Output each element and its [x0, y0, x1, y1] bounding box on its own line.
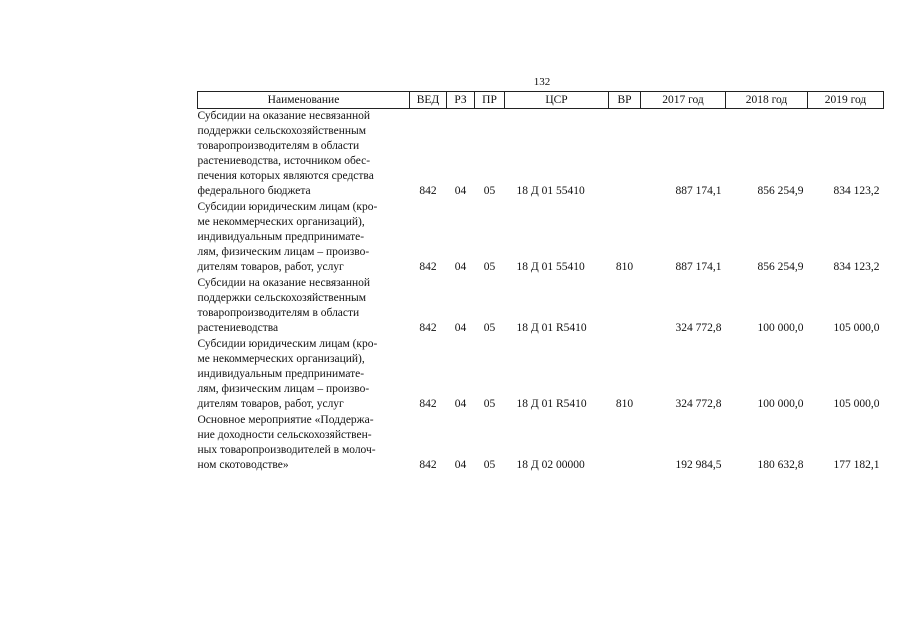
row-name-line: Основное мероприятие «Поддержа- — [197, 414, 374, 426]
ved-cell: 842 — [419, 261, 437, 273]
row-name-line: дителям товаров, работ, услуг — [197, 398, 344, 410]
vr-cell — [609, 276, 641, 337]
amount-2017-cell: 324 772,8 — [675, 322, 722, 334]
ved-cell: 842 — [419, 398, 437, 410]
row-name-line: Субсидии юридическим лицам (кро- — [197, 338, 378, 350]
header-2017: 2017 год — [641, 92, 726, 109]
row-name-cell — [198, 276, 410, 337]
row-name-line: печения которых являются средства — [197, 170, 374, 182]
pr-cell: 05 — [483, 261, 496, 273]
row-name-line: ном скотоводстве» — [197, 459, 289, 471]
header-pr: ПР — [475, 92, 505, 109]
amount-2017-cell: 887 174,1 — [675, 261, 722, 273]
row-name-line: ных товаропроизводителей в молоч- — [197, 444, 376, 456]
vr-cell: 810 — [615, 398, 634, 410]
vr-cell: 810 — [615, 261, 634, 273]
row-name-line: ме некоммерческих организаций), — [197, 353, 365, 365]
pr-cell: 05 — [483, 459, 496, 471]
header-csr: ЦСР — [505, 92, 609, 109]
row-name-cell — [198, 200, 410, 276]
row-name-line: индивидуальным предпринимате- — [197, 368, 365, 380]
row-name-line: Субсидии юридическим лицам (кро- — [197, 201, 378, 213]
header-vr: ВР — [609, 92, 641, 109]
table-row — [198, 200, 884, 276]
header-ved: ВЕД — [410, 92, 447, 109]
table-row — [198, 109, 884, 201]
csr-cell: 18 Д 01 R5410 — [516, 398, 587, 410]
row-name-line: растениеводства, источником обес- — [197, 155, 371, 167]
vr-cell — [609, 413, 641, 474]
header-2018: 2018 год — [726, 92, 808, 109]
row-name-line: индивидуальным предпринимате- — [197, 231, 365, 243]
row-name-line: товаропроизводителям в области — [197, 140, 360, 152]
table-body — [198, 109, 884, 475]
amount-2017-cell: 887 174,1 — [675, 185, 722, 197]
row-name-line: Субсидии на оказание несвязанной — [197, 110, 371, 122]
amount-2019-cell: 834 123,2 — [833, 185, 880, 197]
rz-cell: 04 — [454, 185, 467, 197]
table-row — [198, 413, 884, 474]
row-name-line: растениеводства — [197, 322, 279, 334]
amount-2017-cell: 324 772,8 — [675, 398, 722, 410]
row-name-cell — [198, 337, 410, 413]
row-name-line: ме некоммерческих организаций), — [197, 216, 365, 228]
header-rz: РЗ — [447, 92, 475, 109]
amount-2019-cell: 105 000,0 — [833, 322, 880, 334]
page-number: 132 — [533, 76, 551, 88]
amount-2019-cell: 834 123,2 — [833, 261, 880, 273]
amount-2018-cell: 100 000,0 — [757, 322, 804, 334]
table-row — [198, 276, 884, 337]
rz-cell: 04 — [454, 261, 467, 273]
ved-cell: 842 — [419, 459, 437, 471]
ved-cell: 842 — [419, 185, 437, 197]
rz-cell: 04 — [454, 322, 467, 334]
csr-cell: 18 Д 02 00000 — [516, 459, 585, 471]
row-name-line: лям, физическим лицам – произво- — [197, 383, 370, 395]
row-name-cell — [198, 413, 410, 474]
row-name-line: дителям товаров, работ, услуг — [197, 261, 344, 273]
pr-cell: 05 — [483, 185, 496, 197]
row-name-line: товаропроизводителям в области — [197, 307, 360, 319]
amount-2018-cell: 100 000,0 — [757, 398, 804, 410]
pr-cell: 05 — [483, 322, 496, 334]
csr-cell: 18 Д 01 55410 — [516, 185, 585, 197]
amount-2018-cell: 856 254,9 — [757, 185, 804, 197]
csr-cell: 18 Д 01 55410 — [516, 261, 585, 273]
vr-cell — [609, 109, 641, 201]
header-2019: 2019 год — [808, 92, 884, 109]
row-name-line: лям, физическим лицам – произво- — [197, 246, 370, 258]
csr-cell: 18 Д 01 R5410 — [516, 322, 587, 334]
pr-cell: 05 — [483, 398, 496, 410]
header-name: Наименование — [198, 92, 410, 109]
row-name-cell — [198, 109, 410, 201]
row-name-line: ние доходности сельскохозяйствен- — [197, 429, 372, 441]
row-name-line: федерального бюджета — [197, 185, 311, 197]
table-row — [198, 337, 884, 413]
amount-2017-cell: 192 984,5 — [675, 459, 722, 471]
amount-2019-cell: 177 182,1 — [833, 459, 880, 471]
amount-2018-cell: 180 632,8 — [757, 459, 804, 471]
row-name-line: поддержки сельскохозяйственным — [197, 125, 367, 137]
amount-2019-cell: 105 000,0 — [833, 398, 880, 410]
ved-cell: 842 — [419, 322, 437, 334]
rz-cell: 04 — [454, 398, 467, 410]
row-name-line: поддержки сельскохозяйственным — [197, 292, 367, 304]
row-name-line: Субсидии на оказание несвязанной — [197, 277, 371, 289]
amount-2018-cell: 856 254,9 — [757, 261, 804, 273]
table-header-row — [198, 92, 884, 109]
rz-cell: 04 — [454, 459, 467, 471]
budget-table — [197, 91, 884, 474]
